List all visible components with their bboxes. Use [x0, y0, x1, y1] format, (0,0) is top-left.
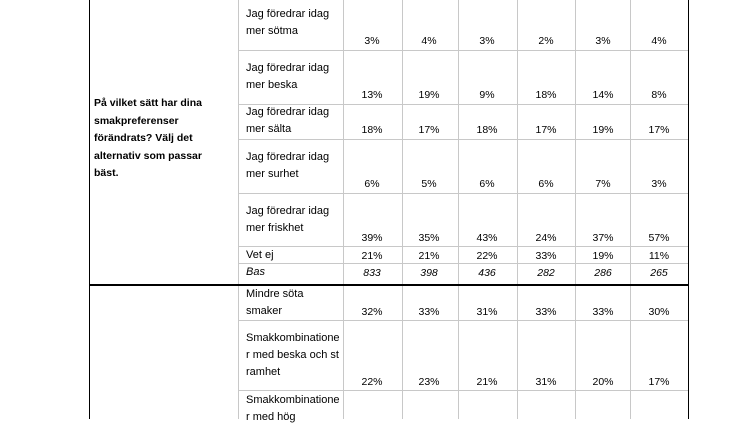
base-cell: 286: [594, 267, 612, 279]
value-cell: 57%: [648, 232, 670, 244]
value-cell: 33%: [535, 306, 557, 318]
row-label: Smakkombinationer med hög: [246, 394, 340, 423]
value-cell: 31%: [476, 306, 498, 318]
value-cell: 31%: [535, 376, 557, 388]
value-cell: 9%: [479, 89, 495, 101]
row-label: Jag föredrar idag mer beska: [246, 62, 330, 91]
row-divider: [238, 50, 688, 51]
row-label: Jag föredrar idag mer friskhet: [246, 205, 330, 234]
value-cell: 8%: [651, 89, 667, 101]
value-cell: 21%: [361, 250, 383, 262]
value-cell: 19%: [592, 250, 614, 262]
question-text: På vilket sätt har dina smakpreferenser förändrats? Välj det alternativ som passar bäst.: [94, 97, 202, 179]
row-divider: [238, 390, 688, 391]
value-cell: 11%: [648, 250, 670, 262]
row-label: Jag föredrar idag mer surhet: [246, 151, 330, 180]
value-cell: 13%: [361, 89, 383, 101]
base-cell: 833: [363, 267, 381, 279]
value-cell: 24%: [535, 232, 557, 244]
value-cell: 22%: [361, 376, 383, 388]
col-border-4: [517, 0, 518, 419]
row-label: Smakkombinationer med beska och stramhet: [246, 332, 340, 378]
value-cell: 7%: [595, 178, 611, 190]
value-cell: 3%: [595, 35, 611, 47]
base-cell: 282: [537, 267, 555, 279]
value-cell: 37%: [592, 232, 614, 244]
value-cell: 17%: [418, 124, 440, 136]
col-border-2: [402, 0, 403, 419]
value-cell: 18%: [535, 89, 557, 101]
base-cell: 436: [478, 267, 496, 279]
value-cell: 21%: [476, 376, 498, 388]
row-label: Jag föredrar idag mer sälta: [246, 106, 330, 135]
value-cell: 35%: [418, 232, 440, 244]
question-column-border: [238, 0, 239, 419]
value-cell: 19%: [592, 124, 614, 136]
value-cell: 18%: [361, 124, 383, 136]
value-cell: 4%: [421, 35, 437, 47]
col-border-6: [630, 0, 631, 419]
value-cell: 43%: [476, 232, 498, 244]
row-label: Vet ej: [246, 249, 274, 261]
value-cell: 2%: [538, 35, 554, 47]
value-cell: 18%: [476, 124, 498, 136]
value-cell: 39%: [361, 232, 383, 244]
value-cell: 3%: [651, 178, 667, 190]
value-cell: 6%: [538, 178, 554, 190]
base-label: Bas: [246, 266, 265, 278]
value-cell: 33%: [418, 306, 440, 318]
value-cell: 17%: [648, 124, 670, 136]
col-border-3: [458, 0, 459, 419]
row-divider: [238, 139, 688, 140]
value-cell: 6%: [364, 178, 380, 190]
value-cell: 14%: [592, 89, 614, 101]
value-cell: 23%: [418, 376, 440, 388]
table-right-border: [688, 0, 689, 419]
table-left-border: [89, 0, 90, 419]
value-cell: 17%: [535, 124, 557, 136]
value-cell: 32%: [361, 306, 383, 318]
value-cell: 3%: [479, 35, 495, 47]
value-cell: 5%: [421, 178, 437, 190]
value-cell: 22%: [476, 250, 498, 262]
row-divider: [238, 320, 688, 321]
value-cell: 20%: [592, 376, 614, 388]
value-cell: 19%: [418, 89, 440, 101]
value-cell: 17%: [648, 376, 670, 388]
value-cell: 4%: [651, 35, 667, 47]
base-cell: 265: [650, 267, 668, 279]
value-cell: 6%: [479, 178, 495, 190]
value-cell: 33%: [535, 250, 557, 262]
value-cell: 33%: [592, 306, 614, 318]
value-cell: 30%: [648, 306, 670, 318]
section-divider: [89, 284, 689, 286]
row-divider: [238, 193, 688, 194]
row-label: Jag föredrar idag mer sötma: [246, 8, 330, 37]
col-border-5: [575, 0, 576, 419]
value-cell: 21%: [418, 250, 440, 262]
col-border-1: [343, 0, 344, 419]
base-cell: 398: [420, 267, 438, 279]
value-cell: 3%: [364, 35, 380, 47]
row-label: Mindre söta smaker: [246, 288, 304, 317]
